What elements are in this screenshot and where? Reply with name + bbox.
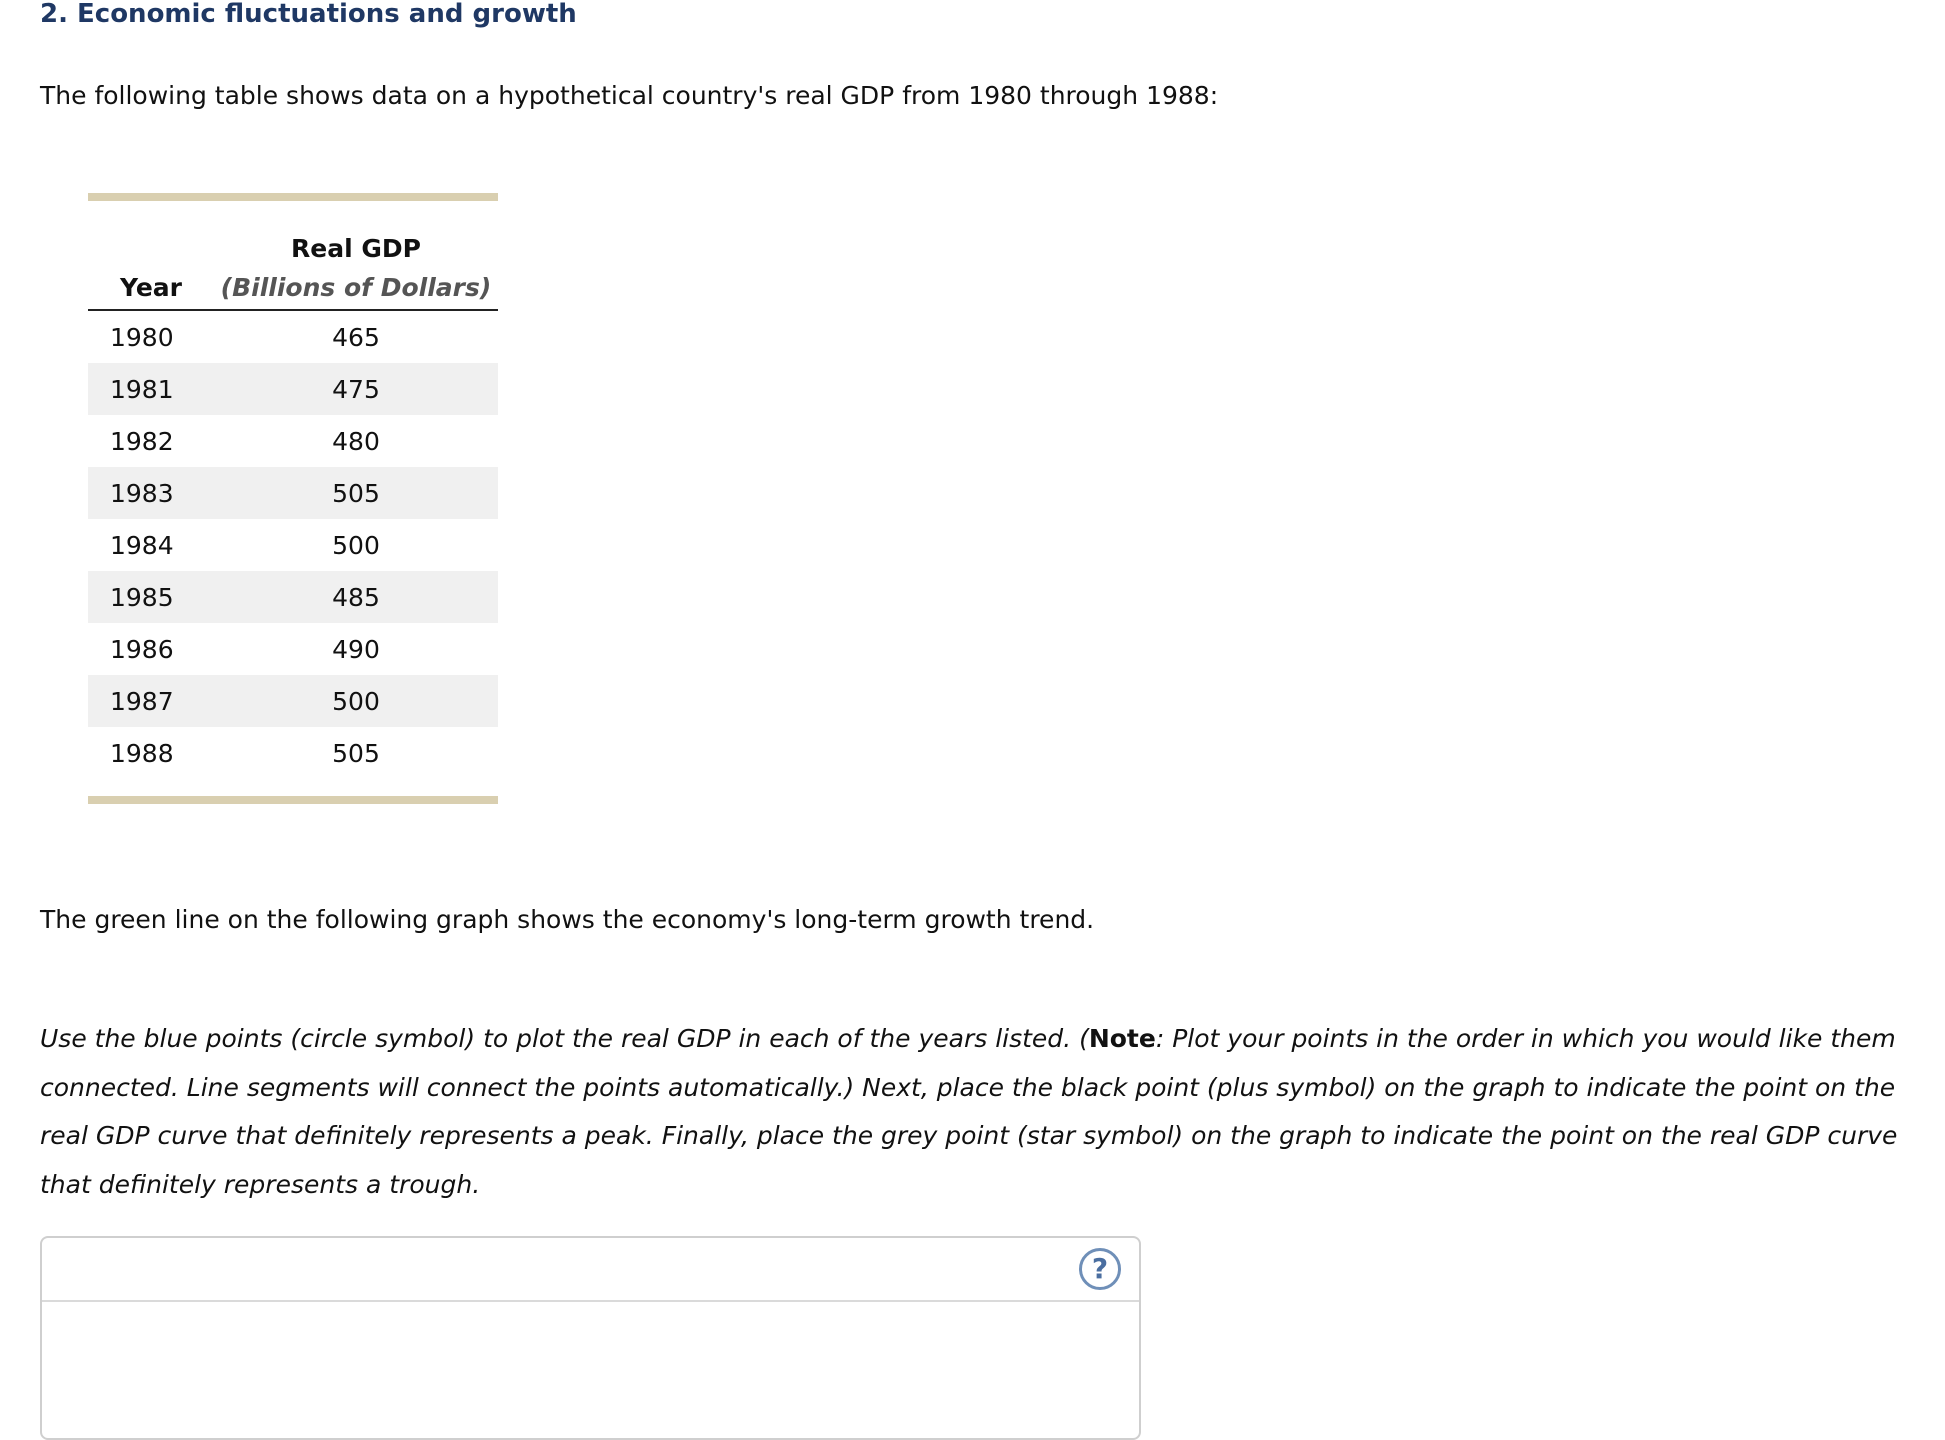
help-button-label: ? [1091, 1252, 1109, 1285]
year-cell: 1985 [88, 571, 214, 623]
gdp-table-container [88, 193, 498, 804]
table-top-rule [88, 193, 498, 201]
table-bottom-rule [88, 796, 498, 804]
year-cell: 1982 [110, 426, 174, 456]
year-cell: 1983 [88, 467, 214, 519]
graph-tool-panel[interactable] [40, 1236, 1141, 1440]
table-row [88, 571, 498, 623]
gdp-cell: 500 [332, 530, 380, 560]
instructions-part2: : Plot your points in the order in which you would like them connected. Line segments will connect the points automatically.) Next, place the black point (plus symbol) on the graph to indicate the point on the real GDP curve that definitely represents a peak. Finally, place the grey point (star symbol) on the graph to indicate the point on the real GDP curve that definitely represents a trough. [40, 1024, 1898, 1199]
year-cell: 1986 [110, 634, 174, 664]
table-row [88, 623, 498, 675]
intro-text: The following table shows data on a hypothetical country's real GDP from 1980 through 1988: [40, 81, 1219, 110]
table-row [88, 467, 498, 519]
gdp-cell: 500 [214, 675, 498, 727]
year-cell: 1988 [110, 738, 174, 768]
header-blank [88, 201, 214, 265]
table-row [88, 519, 498, 571]
graph-toolbar [42, 1238, 1139, 1302]
gdp-cell: 465 [332, 322, 380, 352]
gdp-cell: 485 [214, 571, 498, 623]
header-year: Year [88, 265, 214, 310]
instructions-part1: Use the blue points (circle symbol) to plot the real GDP in each of the years listed. ( [40, 1024, 1089, 1053]
table-row [88, 310, 498, 363]
gdp-cell: 505 [332, 738, 380, 768]
year-cell: 1981 [88, 363, 214, 415]
header-units: (Billions of Dollars) [214, 265, 498, 310]
instructions-text [40, 1015, 1920, 1209]
gdp-cell: 475 [214, 363, 498, 415]
question-circle-icon[interactable] [1079, 1248, 1121, 1290]
table-row [88, 675, 498, 727]
year-cell: 1980 [110, 322, 174, 352]
gdp-cell: 490 [332, 634, 380, 664]
gdp-cell: 505 [214, 467, 498, 519]
question-heading: 2. Economic fluctuations and growth [40, 0, 577, 29]
graph-description: The green line on the following graph shows the economy's long-term growth trend. [40, 905, 1095, 934]
table-row [88, 727, 498, 779]
gdp-cell: 480 [332, 426, 380, 456]
table-row [88, 415, 498, 467]
note-label: Note [1088, 1024, 1156, 1053]
table-row [88, 363, 498, 415]
year-cell: 1984 [110, 530, 174, 560]
gdp-table [88, 201, 498, 779]
header-real-gdp: Real GDP [291, 234, 421, 263]
year-cell: 1987 [88, 675, 214, 727]
